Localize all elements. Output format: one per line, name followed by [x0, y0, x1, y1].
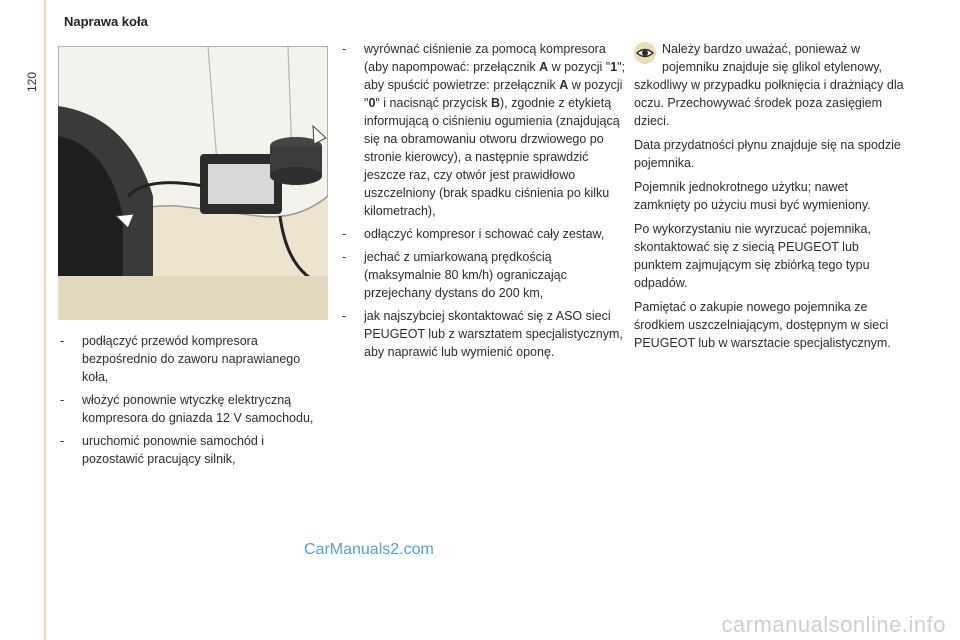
button-label: B: [490, 96, 501, 110]
list-item: - jak najszybciej skontaktować się z ASO sieci PEUGEOT lub z warsztatem specjalistycznym, aby naprawić lub wymienić oponę.: [340, 307, 630, 361]
margin-rule: [44, 0, 46, 640]
position-label: 0: [368, 96, 376, 110]
page-number: 120: [25, 71, 39, 93]
list-item: - jechać z umiarkowaną prędkością (maksymalnie 80 km/h) ograniczając przejechany dystans do 200 km,: [340, 248, 630, 302]
info-paragraph: Po wykorzystaniu nie wyrzucać pojemnika, skontaktować się z siecią PEUGEOT lub punktem zajmującym się zbiórką tego typu odpadów.: [634, 222, 871, 290]
eye-icon: [634, 42, 656, 64]
position-label: 1: [610, 60, 618, 74]
list-item: - uruchomić ponownie samochód i pozostawić pracujący silnik,: [58, 432, 328, 468]
footer-watermark: carmanualsonline.info: [721, 612, 946, 637]
left-column: [58, 332, 328, 473]
text-run: wyrównać ciśnienie za pomocą kompresora (aby napompować: przełącznik: [364, 42, 606, 74]
warning-text: Należy bardzo uważać, ponieważ w pojemniku znajduje się glikol etylenowy, szkodliwy w przypadku połknięcia i drażniący dla oczu. Przechowywać środek poza zasięgiem dzieci.: [634, 42, 904, 128]
right-column: [634, 40, 906, 358]
middle-column: [340, 40, 630, 366]
list-item: - podłączyć przewód kompresora bezpośrednio do zaworu naprawianego koła,: [58, 332, 328, 386]
tyre-compressor-illustration: [58, 46, 328, 320]
watermark-link[interactable]: CarManuals2.com: [304, 541, 434, 558]
list-item: - włożyć ponownie wtyczkę elektryczną kompresora do gniazda 12 V samochodu,: [58, 391, 328, 427]
text-run: w pozycji ": [364, 78, 623, 110]
switch-label: A: [559, 78, 569, 92]
info-paragraph: Data przydatności płynu znajduje się na spodzie pojemnika.: [634, 138, 901, 170]
info-paragraph: Pojemnik jednokrotnego użytku; nawet zamknięty po użyciu musi być wymieniony.: [634, 180, 871, 212]
warning-paragraph: [634, 40, 906, 130]
info-paragraph: Pamiętać o zakupie nowego pojemnika ze środkiem uszczelniającym, dostępnym w sieci PEUGEOT lub w warsztacie specjalistycznym.: [634, 300, 891, 350]
illustration-svg: [58, 46, 328, 320]
page-title: Naprawa koła: [64, 14, 148, 29]
list-item: - odłączyć kompresor i schować cały zestaw,: [340, 225, 630, 243]
list-item: [340, 40, 630, 220]
middle-steps-list: [340, 40, 630, 361]
text-run: " i nacisnąć przycisk: [375, 96, 491, 110]
text-run: ), zgodnie z etykietą informującą o ciśnieniu ogumienia (znajdującą się na obramowaniu otworu drzwiowego po stronie kierowcy), a następnie sprawdzić jeszcze raz, czy otwór jest prawidłowo uszczelniony (brak spadku ciśnienia po kilku kilometrach),: [364, 96, 620, 218]
eye-icon-svg: [634, 42, 656, 64]
text-run: w pozycji ": [548, 60, 611, 74]
left-steps-list: [58, 332, 328, 468]
text-run: "; aby spuścić powietrze: przełącznik: [364, 60, 626, 92]
switch-label: A: [539, 60, 549, 74]
